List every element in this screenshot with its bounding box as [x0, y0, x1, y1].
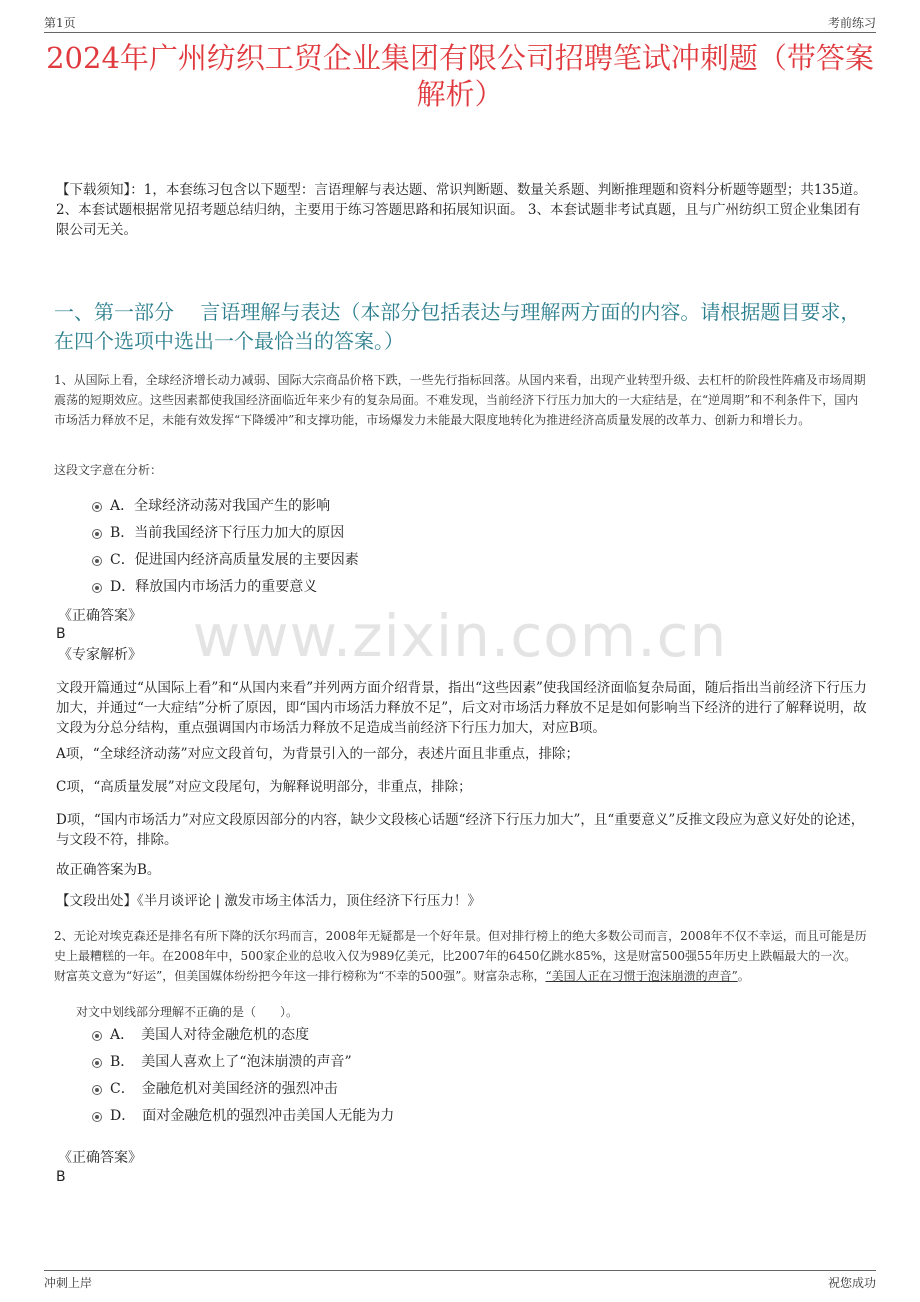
analysis-paragraph: 故正确答案为B。: [56, 862, 161, 878]
question-1-option-a[interactable]: A．全球经济动荡对我国产生的影响: [92, 496, 330, 516]
document-title: 2024年广州纺织工贸企业集团有限公司招聘笔试冲刺题（带答案解析）: [46, 41, 874, 111]
radio-icon[interactable]: [92, 583, 102, 593]
question-2-option-a[interactable]: A． 美国人对待金融危机的态度: [92, 1025, 309, 1045]
question-2-text: 2、无论对埃克森还是排名有所下降的沃尔玛而言，2008年无疑都是一个好年景。但对排行榜上的绝大多数公司而言，2008年不仅不幸运，而且可能是历史上最糟糕的一年。在2008年中，500家企业的总收入仅为989亿美元，比2007年的6450亿跳水85%，这是财富500强55年历史上跌幅最大的一次。财富英文意为“好运”，但美国媒体纷纷把今年这一排行榜称为“不幸的500强”。财富杂志称，“美国人正在习惯于泡沫崩溃的声音”。: [54, 929, 867, 983]
analysis-paragraph: 文段开篇通过“从国际上看”和“从国内来看”并列两方面介绍背景，指出“这些因素”使我国经济面临复杂局面，随后指出当前经济下行压力加大，并通过“一大症结”分析了原因，即“国内市场活力释放不足”，后文对市场活力释放不足是如何影响当下经济的进行了解释说明，故文段为分总分结构，重点强调国内市场活力释放不足造成当前经济下行压力加大，对应B项。: [56, 680, 867, 736]
question-2-answer-label: 《正确答案》: [58, 1150, 142, 1166]
radio-icon[interactable]: [92, 1112, 102, 1122]
footer-right-text: 祝您成功: [827, 1276, 876, 1290]
underlined-phrase: “美国人正在习惯于泡沫崩溃的声音”: [545, 969, 738, 983]
question-1-analysis-label: 《专家解析》: [58, 647, 142, 663]
question-1-option-d[interactable]: D．释放国内市场活力的重要意义: [92, 577, 317, 597]
passage-source: 【文段出处】《半月谈评论 | 激发市场主体活力，顶住经济下行压力！》: [56, 893, 481, 909]
question-1-prompt: 这段文字意在分析：: [54, 463, 163, 477]
question-1-answer: B: [56, 626, 66, 642]
question-1-text: 1、从国际上看，全球经济增长动力减弱、国际大宗商品价格下跌，一些先行指标回落。从国内来看，出现产业转型升级、去杠杆的阶段性阵痛及市场周期震荡的短期效应。这些因素都使我国经济面临近年来少有的复杂局面。不难发现，当前经济下行压力加大的一大症结是，在“逆周期”和不利条件下，国内市场活力释放不足，未能有效发挥“下降缓冲”和支撑功能，市场爆发力未能最大限度地转化为推进经济高质量发展的改革力、创新力和增长力。: [54, 373, 866, 427]
radio-icon[interactable]: [92, 529, 102, 539]
question-1-option-c[interactable]: C．促进国内经济高质量发展的主要因素: [92, 550, 359, 570]
watermark: www.zixin.com.cn: [192, 602, 728, 670]
question-1-answer-label: 《正确答案》: [58, 608, 142, 624]
radio-icon[interactable]: [92, 1085, 102, 1095]
radio-icon[interactable]: [92, 502, 102, 512]
download-notice: 【下载须知】：1，本套练习包含以下题型：言语理解与表达题、常识判断题、数量关系题、判断推理题和资料分析题等题型；共135道。 2、本套试题根据常见招考题总结归纳，主要用于练习答题思路和拓展知识面。 3、本套试题非考试真题，且与广州纺织工贸企业集团有限公司无关。: [56, 182, 867, 238]
section-title: 一、第一部分 言语理解与表达（本部分包括表达与理解两方面的内容。请根据题目要求，在四个选项中选出一个最恰当的答案。）: [54, 300, 861, 353]
analysis-paragraph: C项，“高质量发展”对应文段尾句，为解释说明部分，非重点，排除；: [56, 779, 472, 795]
header-divider: [44, 32, 876, 33]
page-number: 第1页: [44, 16, 76, 30]
radio-icon[interactable]: [92, 556, 102, 566]
radio-icon[interactable]: [92, 1058, 102, 1068]
question-2-option-d[interactable]: D． 面对金融危机的强烈冲击美国人无能为力: [92, 1106, 394, 1126]
question-2-answer: B: [56, 1169, 66, 1185]
header-tag: 考前练习: [827, 16, 876, 30]
analysis-paragraph: A项，“全球经济动荡”对应文段首句，为背景引入的一部分，表述片面且非重点，排除；: [56, 746, 580, 762]
question-1-option-b[interactable]: B．当前我国经济下行压力加大的原因: [92, 523, 344, 543]
question-2-option-b[interactable]: B． 美国人喜欢上了“泡沫崩溃的声音”: [92, 1052, 352, 1072]
page-header: [44, 10, 876, 32]
radio-icon[interactable]: [92, 1031, 102, 1041]
question-2-prompt: 对文中划线部分理解不正确的是（ ）。: [76, 1005, 299, 1019]
analysis-paragraph: D项，“国内市场活力”对应文段原因部分的内容，缺少文段核心话题“经济下行压力加大”，且“重要意义”反推文段应为意义好处的论述，与文段不符，排除。: [56, 812, 865, 848]
footer-left-text: 冲刺上岸: [44, 1276, 93, 1290]
footer-divider: [44, 1270, 876, 1271]
question-2-option-c[interactable]: C． 金融危机对美国经济的强烈冲击: [92, 1079, 338, 1099]
